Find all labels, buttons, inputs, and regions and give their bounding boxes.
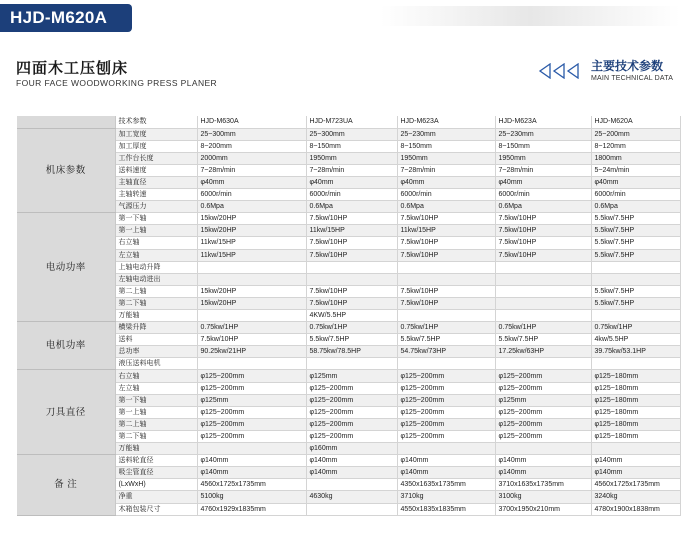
- model-header-cell: HJD-M620A: [591, 116, 680, 128]
- model-header-cell: HJD-M630A: [197, 116, 306, 128]
- value-cell: 4kw/5.5HP: [591, 334, 680, 346]
- value-cell: 5.5kw/7.5HP: [591, 249, 680, 261]
- value-cell: φ125~200mm: [495, 382, 591, 394]
- value-cell: φ125~200mm: [306, 382, 397, 394]
- value-cell: 5.5kw/7.5HP: [591, 213, 680, 225]
- table-row: [17, 455, 680, 467]
- value-cell: φ125~200mm: [306, 430, 397, 442]
- value-cell: φ160mm: [306, 443, 397, 455]
- table-row: [17, 346, 680, 358]
- value-cell: 54.75kw/73HP: [397, 346, 495, 358]
- triangle-arrows-icon: [538, 63, 584, 79]
- table-row: [17, 201, 680, 213]
- value-cell: 8~120mm: [591, 140, 680, 152]
- value-cell: [495, 310, 591, 322]
- value-cell: 15kw/20HP: [197, 297, 306, 309]
- table-row: [17, 225, 680, 237]
- value-cell: φ40mm: [306, 176, 397, 188]
- param-label: 工作台长度: [115, 152, 197, 164]
- value-cell: φ140mm: [197, 467, 306, 479]
- value-cell: [495, 285, 591, 297]
- value-cell: φ125~180mm: [591, 418, 680, 430]
- value-cell: 6000r/min: [495, 189, 591, 201]
- value-cell: 3700x1950x210mm: [495, 503, 591, 515]
- value-cell: 17.25kw/63HP: [495, 346, 591, 358]
- value-cell: 2000mm: [197, 152, 306, 164]
- value-cell: 5.5kw/7.5HP: [591, 225, 680, 237]
- value-cell: [495, 297, 591, 309]
- value-cell: 25~200mm: [591, 128, 680, 140]
- value-cell: φ125~200mm: [397, 406, 495, 418]
- value-cell: [591, 443, 680, 455]
- value-cell: φ125~180mm: [591, 430, 680, 442]
- value-cell: 5100kg: [197, 491, 306, 503]
- param-label: 气源压力: [115, 201, 197, 213]
- value-cell: 5~24m/min: [591, 164, 680, 176]
- value-cell: 3240kg: [591, 491, 680, 503]
- value-cell: 5.5kw/7.5HP: [397, 334, 495, 346]
- param-label: 第一上轴: [115, 406, 197, 418]
- value-cell: 0.75kw/1HP: [397, 322, 495, 334]
- value-cell: φ140mm: [306, 455, 397, 467]
- value-cell: 0.75kw/1HP: [306, 322, 397, 334]
- table-row: [17, 189, 680, 201]
- value-cell: 1950mm: [306, 152, 397, 164]
- value-cell: φ125~200mm: [306, 406, 397, 418]
- value-cell: φ140mm: [397, 455, 495, 467]
- value-cell: φ40mm: [495, 176, 591, 188]
- value-cell: 1950mm: [495, 152, 591, 164]
- value-cell: φ40mm: [591, 176, 680, 188]
- value-cell: 58.75kw/78.5HP: [306, 346, 397, 358]
- param-label: 加工宽度: [115, 128, 197, 140]
- value-cell: φ125~180mm: [591, 406, 680, 418]
- value-cell: 4760x1929x1835mm: [197, 503, 306, 515]
- value-cell: [591, 273, 680, 285]
- table-row: [17, 394, 680, 406]
- value-cell: 5.5kw/7.5HP: [591, 237, 680, 249]
- table-row: [17, 503, 680, 515]
- value-cell: 11kw/15HP: [397, 225, 495, 237]
- value-cell: φ125~200mm: [495, 370, 591, 382]
- table-row: [17, 406, 680, 418]
- param-label: 左轴电动进出: [115, 273, 197, 285]
- page-subtitle: FOUR FACE WOODWORKING PRESS PLANER: [16, 78, 218, 88]
- header-decoration: [380, 6, 680, 26]
- category-corner-cell: [17, 116, 115, 128]
- category-cell: 刀具直径: [17, 370, 115, 455]
- value-cell: 7.5kw/10HP: [397, 213, 495, 225]
- value-cell: 7.5kw/10HP: [397, 297, 495, 309]
- value-cell: 6000r/min: [397, 189, 495, 201]
- value-cell: [397, 273, 495, 285]
- value-cell: φ140mm: [495, 455, 591, 467]
- value-cell: 15kw/20HP: [197, 213, 306, 225]
- value-cell: [306, 503, 397, 515]
- value-cell: 5.5kw/7.5HP: [591, 285, 680, 297]
- value-cell: [397, 358, 495, 370]
- value-cell: 0.6Mpa: [197, 201, 306, 213]
- value-cell: φ125~200mm: [306, 394, 397, 406]
- value-cell: 7.5kw/10HP: [495, 249, 591, 261]
- model-header-cell: HJD-M723UA: [306, 116, 397, 128]
- param-label: 第二上轴: [115, 285, 197, 297]
- value-cell: 7~28m/min: [197, 164, 306, 176]
- value-cell: φ125~200mm: [197, 430, 306, 442]
- value-cell: φ40mm: [397, 176, 495, 188]
- value-cell: 4560x1725x1735mm: [591, 479, 680, 491]
- table-row: [17, 479, 680, 491]
- table-row: [17, 382, 680, 394]
- value-cell: [591, 358, 680, 370]
- value-cell: 1950mm: [397, 152, 495, 164]
- value-cell: φ125~200mm: [397, 430, 495, 442]
- value-cell: φ140mm: [197, 455, 306, 467]
- value-cell: 25~230mm: [397, 128, 495, 140]
- value-cell: 4630kg: [306, 491, 397, 503]
- value-cell: 3710x1635x1735mm: [495, 479, 591, 491]
- model-header-cell: HJD-M623A: [495, 116, 591, 128]
- value-cell: φ125mm: [306, 370, 397, 382]
- page-title: 四面木工压刨床: [16, 60, 129, 77]
- param-label: 吸尘管直径: [115, 467, 197, 479]
- value-cell: 8~150mm: [306, 140, 397, 152]
- value-cell: 0.75kw/1HP: [591, 322, 680, 334]
- param-label: 主轴直径: [115, 176, 197, 188]
- category-cell: 电动功率: [17, 213, 115, 322]
- value-cell: φ125mm: [197, 394, 306, 406]
- param-label: 第一下轴: [115, 213, 197, 225]
- value-cell: φ125~200mm: [197, 418, 306, 430]
- value-cell: φ125~200mm: [495, 418, 591, 430]
- category-cell: 电机功率: [17, 322, 115, 370]
- param-label: 送料轮直径: [115, 455, 197, 467]
- value-cell: φ125mm: [495, 394, 591, 406]
- param-label: 左立轴: [115, 249, 197, 261]
- value-cell: 15kw/20HP: [197, 225, 306, 237]
- value-cell: [197, 443, 306, 455]
- header-bar: [0, 0, 700, 36]
- value-cell: [397, 443, 495, 455]
- table-row: [17, 140, 680, 152]
- header-label-cell: 技术参数: [115, 116, 197, 128]
- value-cell: 6000r/min: [591, 189, 680, 201]
- param-label: 万能轴: [115, 310, 197, 322]
- value-cell: 0.6Mpa: [306, 201, 397, 213]
- value-cell: φ125~180mm: [591, 394, 680, 406]
- value-cell: 8~200mm: [197, 140, 306, 152]
- value-cell: 4KW/5.5HP: [306, 310, 397, 322]
- value-cell: 7~28m/min: [397, 164, 495, 176]
- value-cell: φ140mm: [591, 455, 680, 467]
- value-cell: 0.75kw/1HP: [197, 322, 306, 334]
- value-cell: [495, 273, 591, 285]
- model-badge: HJD-M620A: [0, 4, 132, 32]
- value-cell: 7.5kw/10HP: [197, 334, 306, 346]
- value-cell: [306, 358, 397, 370]
- param-label: 万能轴: [115, 443, 197, 455]
- param-label: 加工厚度: [115, 140, 197, 152]
- param-label: 横梁升降: [115, 322, 197, 334]
- value-cell: [306, 273, 397, 285]
- value-cell: φ125~200mm: [197, 406, 306, 418]
- value-cell: 90.25kw/21HP: [197, 346, 306, 358]
- value-cell: [306, 261, 397, 273]
- value-cell: 7.5kw/10HP: [495, 213, 591, 225]
- value-cell: [495, 358, 591, 370]
- value-cell: φ125~180mm: [591, 370, 680, 382]
- table-row: [17, 273, 680, 285]
- value-cell: 3100kg: [495, 491, 591, 503]
- value-cell: φ125~200mm: [397, 370, 495, 382]
- value-cell: 6000r/min: [197, 189, 306, 201]
- value-cell: 11kw/15HP: [197, 237, 306, 249]
- value-cell: 4350x1635x1735mm: [397, 479, 495, 491]
- param-label: 总功率: [115, 346, 197, 358]
- value-cell: 0.6Mpa: [591, 201, 680, 213]
- value-cell: φ125~200mm: [397, 394, 495, 406]
- value-cell: 8~150mm: [397, 140, 495, 152]
- spec-table: [17, 116, 681, 516]
- value-cell: 7.5kw/10HP: [397, 237, 495, 249]
- table-row: [17, 237, 680, 249]
- value-cell: 3710kg: [397, 491, 495, 503]
- param-label: 木箱包装尺寸: [115, 503, 197, 515]
- param-label: (LxWxH): [115, 479, 197, 491]
- value-cell: [397, 310, 495, 322]
- value-cell: 5.5kw/7.5HP: [306, 334, 397, 346]
- value-cell: 5.5kw/7.5HP: [591, 297, 680, 309]
- param-label: 上轴电动升降: [115, 261, 197, 273]
- param-label: 第一上轴: [115, 225, 197, 237]
- value-cell: [197, 261, 306, 273]
- section-subtitle: MAIN TECHNICAL DATA: [591, 75, 674, 82]
- value-cell: [397, 261, 495, 273]
- value-cell: φ140mm: [397, 467, 495, 479]
- table-row: [17, 467, 680, 479]
- value-cell: 7.5kw/10HP: [397, 285, 495, 297]
- value-cell: 7.5kw/10HP: [306, 237, 397, 249]
- value-cell: 7.5kw/10HP: [495, 225, 591, 237]
- table-row: [17, 297, 680, 309]
- table-row: [17, 358, 680, 370]
- table-row: [17, 370, 680, 382]
- value-cell: φ125~200mm: [397, 382, 495, 394]
- value-cell: [591, 310, 680, 322]
- value-cell: 25~300mm: [306, 128, 397, 140]
- value-cell: φ125~200mm: [495, 406, 591, 418]
- value-cell: 7.5kw/10HP: [306, 249, 397, 261]
- value-cell: [306, 479, 397, 491]
- param-label: 液压送料电机: [115, 358, 197, 370]
- table-row: [17, 213, 680, 225]
- value-cell: 7~28m/min: [306, 164, 397, 176]
- param-label: 主轴转速: [115, 189, 197, 201]
- value-cell: 7~28m/min: [495, 164, 591, 176]
- model-header-cell: HJD-M623A: [397, 116, 495, 128]
- category-cell: 备 注: [17, 455, 115, 515]
- value-cell: 5.5kw/7.5HP: [495, 334, 591, 346]
- value-cell: 4780x1900x1838mm: [591, 503, 680, 515]
- value-cell: [495, 443, 591, 455]
- param-label: 第一下轴: [115, 394, 197, 406]
- value-cell: [591, 261, 680, 273]
- value-cell: φ125~180mm: [591, 382, 680, 394]
- value-cell: 4560x1725x1735mm: [197, 479, 306, 491]
- value-cell: [495, 261, 591, 273]
- table-row: [17, 322, 680, 334]
- table-row: [17, 285, 680, 297]
- section-title: 主要技术参数: [591, 59, 664, 73]
- value-cell: 15kw/20HP: [197, 285, 306, 297]
- value-cell: φ125~200mm: [197, 382, 306, 394]
- value-cell: 6000r/min: [306, 189, 397, 201]
- param-label: 右立轴: [115, 237, 197, 249]
- value-cell: φ140mm: [306, 467, 397, 479]
- param-label: 第二下轴: [115, 430, 197, 442]
- value-cell: 0.75kw/1HP: [495, 322, 591, 334]
- value-cell: 1800mm: [591, 152, 680, 164]
- value-cell: 8~150mm: [495, 140, 591, 152]
- value-cell: 7.5kw/10HP: [397, 249, 495, 261]
- table-row: [17, 152, 680, 164]
- value-cell: φ140mm: [495, 467, 591, 479]
- param-label: 送料速度: [115, 164, 197, 176]
- param-label: 右立轴: [115, 370, 197, 382]
- value-cell: 4550x1835x1835mm: [397, 503, 495, 515]
- table-row: [17, 128, 680, 140]
- value-cell: 7.5kw/10HP: [306, 297, 397, 309]
- value-cell: φ125~200mm: [197, 370, 306, 382]
- value-cell: 7.5kw/10HP: [306, 213, 397, 225]
- value-cell: φ40mm: [197, 176, 306, 188]
- value-cell: [197, 273, 306, 285]
- param-label: 第二下轴: [115, 297, 197, 309]
- value-cell: 0.6Mpa: [495, 201, 591, 213]
- value-cell: 7.5kw/10HP: [495, 237, 591, 249]
- value-cell: 11kw/15HP: [197, 249, 306, 261]
- table-row: [17, 310, 680, 322]
- param-label: 送料: [115, 334, 197, 346]
- table-row: [17, 261, 680, 273]
- table-row: [17, 443, 680, 455]
- table-row: [17, 334, 680, 346]
- value-cell: φ125~200mm: [495, 430, 591, 442]
- table-row: [17, 176, 680, 188]
- table-row: [17, 418, 680, 430]
- table-row: [17, 491, 680, 503]
- value-cell: 25~300mm: [197, 128, 306, 140]
- param-label: 第二上轴: [115, 418, 197, 430]
- value-cell: 25~230mm: [495, 128, 591, 140]
- value-cell: [197, 358, 306, 370]
- table-row: [17, 164, 680, 176]
- value-cell: 11kw/15HP: [306, 225, 397, 237]
- param-label: 净重: [115, 491, 197, 503]
- value-cell: φ125~200mm: [397, 418, 495, 430]
- category-cell: 机床参数: [17, 128, 115, 213]
- table-row: [17, 249, 680, 261]
- value-cell: 39.75kw/53.1HP: [591, 346, 680, 358]
- value-cell: 7.5kw/10HP: [306, 285, 397, 297]
- param-label: 左立轴: [115, 382, 197, 394]
- value-cell: [197, 310, 306, 322]
- table-row: [17, 430, 680, 442]
- value-cell: φ140mm: [591, 467, 680, 479]
- table-header-row: [17, 116, 680, 128]
- value-cell: 0.6Mpa: [397, 201, 495, 213]
- value-cell: φ125~200mm: [306, 418, 397, 430]
